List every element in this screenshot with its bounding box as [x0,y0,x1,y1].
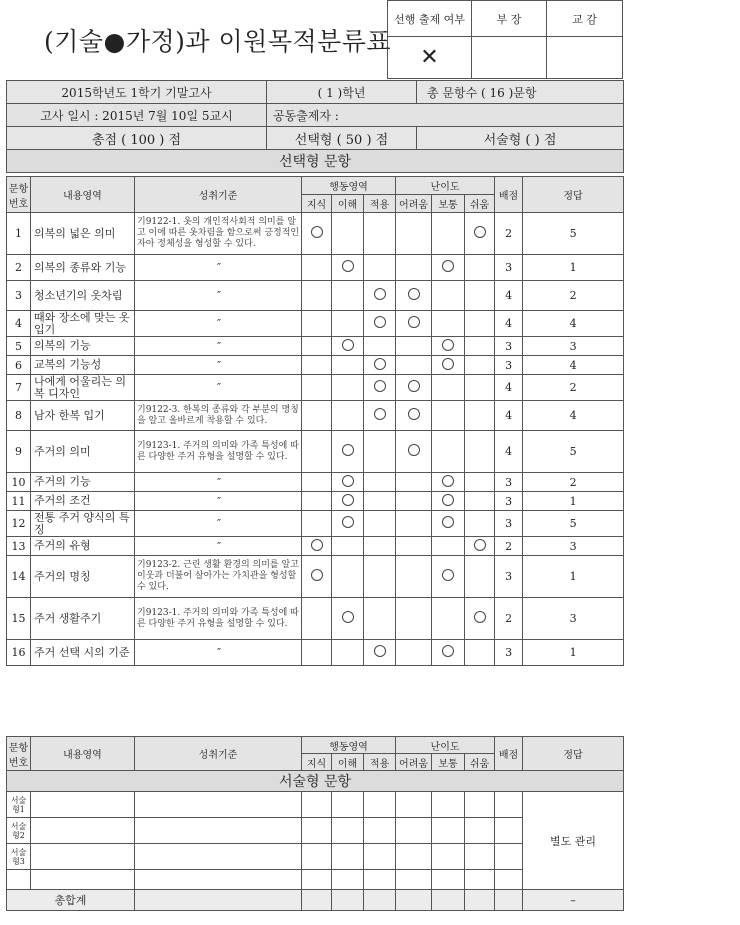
circle-mark-icon [311,569,323,581]
question-area: 남자 한복 입기 [31,401,135,431]
question-points: 4 [495,431,523,473]
behavior-cell [302,356,332,375]
difficulty-cell [396,337,432,356]
difficulty-cell [432,511,465,537]
approval-header-vice: 교 감 [547,1,623,37]
difficulty-cell [432,213,465,255]
question-area: 의복의 기능 [31,337,135,356]
behavior-cell [364,255,396,281]
circle-mark-icon [374,380,386,392]
behavior-cell [332,473,364,492]
total-score: 총점 ( 100 ) 점 [7,127,267,150]
difficulty-cell [396,431,432,473]
circle-mark-icon [342,516,354,528]
behavior-cell [364,537,396,556]
question-num: 3 [7,281,31,311]
question-standard: ″ [135,640,302,666]
difficulty-cell [432,375,465,401]
question-standard: ″ [135,255,302,281]
approval-vice-sign [547,37,623,79]
question-row [7,337,624,356]
behavior-cell [302,213,332,255]
exam-date: 고사 일시 : 2015년 7월 10일 5교시 [7,104,267,127]
question-standard: 기9122-1. 옷의 개인적사회적 의미를 알고 이에 따른 옷차림을 함으로써 긍정적인 자아 정체성을 형성할 수 있다. [135,213,302,255]
question-standard: ″ [135,337,302,356]
essay-table [6,736,624,911]
question-count: 총 문항수 ( 16 )문항 [417,81,624,104]
question-row [7,213,624,255]
question-standard: ″ [135,311,302,337]
essay-header-behavior: 행동영역 [302,737,396,754]
question-standard: ″ [135,537,302,556]
question-answer: 5 [523,511,624,537]
question-answer: 3 [523,337,624,356]
header-application: 적용 [364,195,396,213]
header-understanding: 이해 [332,195,364,213]
difficulty-cell [396,492,432,511]
question-area: 전통 주거 양식의 특징 [31,511,135,537]
question-num: 8 [7,401,31,431]
question-row [7,537,624,556]
behavior-cell [302,473,332,492]
essay-section-title: 서술형 문항 [7,771,624,792]
essay-header-area: 내용영역 [31,737,135,771]
question-row [7,492,624,511]
question-area: 나에게 어울리는 의복 디자인 [31,375,135,401]
behavior-cell [364,473,396,492]
essay-header-medium: 보통 [432,754,465,771]
question-standard: ″ [135,356,302,375]
behavior-cell [364,431,396,473]
essay-score: 서술형 ( ) 점 [417,127,624,150]
mc-table-body [7,213,624,666]
behavior-cell [332,537,364,556]
header-medium: 보통 [432,195,465,213]
question-answer: 4 [523,356,624,375]
behavior-cell [332,255,364,281]
circle-mark-icon [442,516,454,528]
question-points: 3 [495,511,523,537]
question-num: 12 [7,511,31,537]
circle-mark-icon [442,645,454,657]
question-num: 4 [7,311,31,337]
difficulty-cell [396,311,432,337]
circle-mark-icon [342,444,354,456]
document-title: (기술●가정)과 이원목적분류표 [44,27,392,56]
question-points: 4 [495,311,523,337]
essay-header-application: 적용 [364,754,396,771]
question-answer: 1 [523,255,624,281]
behavior-cell [364,640,396,666]
circle-mark-icon [374,288,386,300]
exam-info [6,80,624,173]
circle-mark-icon [374,316,386,328]
essay-row-num: 서술형2 [7,818,31,844]
circle-mark-icon [374,358,386,370]
behavior-cell [302,598,332,640]
question-area: 교복의 기능성 [31,356,135,375]
question-standard: 기9123-1. 주거의 의미와 가족 특성에 따른 다양한 주거 유형을 설명할 수 있다. [135,431,302,473]
question-num: 16 [7,640,31,666]
question-answer: 2 [523,473,624,492]
behavior-cell [302,337,332,356]
behavior-cell [364,556,396,598]
approval-header-prior: 선행 출제 여부 [388,1,472,37]
question-row [7,431,624,473]
difficulty-cell [465,311,495,337]
difficulty-cell [465,473,495,492]
difficulty-cell [465,281,495,311]
question-answer: 4 [523,401,624,431]
question-points: 2 [495,598,523,640]
difficulty-cell [432,473,465,492]
difficulty-cell [465,337,495,356]
behavior-cell [302,281,332,311]
difficulty-cell [465,213,495,255]
difficulty-cell [396,213,432,255]
question-standard: ″ [135,375,302,401]
difficulty-cell [465,356,495,375]
difficulty-cell [465,598,495,640]
question-points: 2 [495,213,523,255]
difficulty-cell [432,431,465,473]
circle-mark-icon [474,226,486,238]
question-answer: 5 [523,213,624,255]
difficulty-cell [432,640,465,666]
essay-header-easy: 쉬움 [465,754,495,771]
difficulty-cell [432,401,465,431]
header-points: 배점 [495,177,523,213]
behavior-cell [364,375,396,401]
behavior-cell [302,431,332,473]
difficulty-cell [465,492,495,511]
question-answer: 1 [523,640,624,666]
question-area: 주거 생활주기 [31,598,135,640]
question-row [7,375,624,401]
behavior-cell [302,255,332,281]
question-num: 10 [7,473,31,492]
question-row [7,473,624,492]
essay-header-answer: 정답 [523,737,624,771]
essay-header-understanding: 이해 [332,754,364,771]
behavior-cell [332,401,364,431]
difficulty-cell [396,401,432,431]
mc-table [6,176,624,666]
essay-header-difficulty: 난이도 [396,737,495,754]
header-hard: 어려움 [396,195,432,213]
difficulty-cell [465,431,495,473]
question-points: 3 [495,255,523,281]
question-points: 3 [495,337,523,356]
behavior-cell [332,281,364,311]
behavior-cell [332,431,364,473]
question-points: 3 [495,556,523,598]
behavior-cell [302,375,332,401]
question-area: 주거의 기능 [31,473,135,492]
essay-row-num: 서술형3 [7,844,31,870]
header-answer: 정답 [523,177,624,213]
question-standard: 기9123-1. 주거의 의미와 가족 특성에 따른 다양한 주거 유형을 설명할 수 있다. [135,598,302,640]
difficulty-cell [465,556,495,598]
question-answer: 1 [523,556,624,598]
circle-mark-icon [442,260,454,272]
question-answer: 3 [523,537,624,556]
circle-mark-icon [374,408,386,420]
question-num: 6 [7,356,31,375]
circle-mark-icon [442,339,454,351]
exam-grade: ( 1 )학년 [267,81,417,104]
question-row [7,401,624,431]
difficulty-cell [432,337,465,356]
behavior-cell [332,556,364,598]
difficulty-cell [465,640,495,666]
question-standard: 기9123-2. 근린 생활 환경의 의미를 알고 이웃과 더불어 살아가는 가치관을 형성할 수 있다. [135,556,302,598]
circle-mark-icon [342,611,354,623]
behavior-cell [332,213,364,255]
question-points: 3 [495,492,523,511]
question-row [7,640,624,666]
question-area: 주거 선택 시의 기준 [31,640,135,666]
question-answer: 2 [523,375,624,401]
total-answer: – [523,890,624,911]
behavior-cell [332,356,364,375]
question-num: 13 [7,537,31,556]
difficulty-cell [432,356,465,375]
approval-head-sign [472,37,547,79]
behavior-cell [364,337,396,356]
difficulty-cell [396,356,432,375]
difficulty-cell [432,311,465,337]
difficulty-cell [396,556,432,598]
behavior-cell [332,375,364,401]
header-easy: 쉬움 [465,195,495,213]
circle-mark-icon [311,539,323,551]
difficulty-cell [396,473,432,492]
question-points: 3 [495,640,523,666]
question-points: 4 [495,281,523,311]
header-area: 내용영역 [31,177,135,213]
behavior-cell [302,556,332,598]
difficulty-cell [396,640,432,666]
question-points: 4 [495,401,523,431]
circle-mark-icon [408,288,420,300]
behavior-cell [302,311,332,337]
behavior-cell [332,640,364,666]
difficulty-cell [432,537,465,556]
mc-section-title: 선택형 문항 [7,150,624,173]
difficulty-cell [432,556,465,598]
difficulty-cell [465,401,495,431]
difficulty-cell [396,255,432,281]
essay-header-num: 문항 번호 [7,737,31,771]
behavior-cell [364,401,396,431]
circle-mark-icon [342,475,354,487]
behavior-cell [332,598,364,640]
question-row [7,311,624,337]
essay-header-points: 배점 [495,737,523,771]
behavior-cell [364,511,396,537]
question-row [7,356,624,375]
question-points: 4 [495,375,523,401]
question-answer: 4 [523,311,624,337]
question-row [7,511,624,537]
question-standard: ″ [135,281,302,311]
question-area: 때와 장소에 맞는 옷 입기 [31,311,135,337]
question-row [7,255,624,281]
essay-header-hard: 어려움 [396,754,432,771]
circle-mark-icon [408,316,420,328]
question-area: 주거의 조건 [31,492,135,511]
difficulty-cell [396,598,432,640]
exam-title: 2015학년도 1학기 기말고사 [7,81,267,104]
essay-answer-note: 별도 관리 [523,792,624,890]
header-difficulty: 난이도 [396,177,495,195]
essay-row-num: 서술형1 [7,792,31,818]
header-knowledge: 지식 [302,195,332,213]
question-area: 의복의 종류와 기능 [31,255,135,281]
question-row [7,281,624,311]
co-author: 공동출제자 : [267,104,624,127]
question-num: 15 [7,598,31,640]
behavior-cell [364,356,396,375]
circle-mark-icon [311,226,323,238]
circle-mark-icon [342,494,354,506]
question-num: 7 [7,375,31,401]
question-standard: ″ [135,492,302,511]
question-answer: 5 [523,431,624,473]
difficulty-cell [465,375,495,401]
question-num: 9 [7,431,31,473]
behavior-cell [302,640,332,666]
header-num: 문항 번호 [7,177,31,213]
circle-mark-icon [474,611,486,623]
circle-mark-icon [442,475,454,487]
question-standard: ″ [135,473,302,492]
difficulty-cell [465,537,495,556]
behavior-cell [302,492,332,511]
circle-mark-icon [374,645,386,657]
question-row [7,556,624,598]
circle-mark-icon [408,380,420,392]
behavior-cell [302,401,332,431]
question-area: 의복의 넓은 의미 [31,213,135,255]
behavior-cell [364,311,396,337]
total-label: 총합계 [7,890,135,911]
difficulty-cell [396,511,432,537]
circle-mark-icon [408,444,420,456]
approval-header-head: 부 장 [472,1,547,37]
difficulty-cell [396,537,432,556]
difficulty-cell [465,511,495,537]
circle-mark-icon [342,339,354,351]
behavior-cell [364,213,396,255]
circle-mark-icon [442,358,454,370]
prior-exam-mark: ✕ [388,37,472,79]
approval-box [387,0,623,79]
header-standard: 성취기준 [135,177,302,213]
difficulty-cell [432,255,465,281]
question-num: 11 [7,492,31,511]
mc-score: 선택형 ( 50 ) 점 [267,127,417,150]
question-num: 2 [7,255,31,281]
question-num: 14 [7,556,31,598]
question-points: 3 [495,473,523,492]
difficulty-cell [432,492,465,511]
question-answer: 2 [523,281,624,311]
behavior-cell [302,537,332,556]
behavior-cell [332,337,364,356]
question-area: 주거의 의미 [31,431,135,473]
behavior-cell [332,492,364,511]
behavior-cell [332,311,364,337]
question-num: 1 [7,213,31,255]
question-standard: ″ [135,511,302,537]
circle-mark-icon [442,494,454,506]
question-points: 3 [495,356,523,375]
essay-header-knowledge: 지식 [302,754,332,771]
difficulty-cell [396,375,432,401]
difficulty-cell [465,255,495,281]
question-area: 주거의 유형 [31,537,135,556]
essay-header-standard: 성취기준 [135,737,302,771]
behavior-cell [332,511,364,537]
question-row [7,598,624,640]
question-num: 5 [7,337,31,356]
behavior-cell [364,281,396,311]
question-standard: 기9122-3. 한복의 종류와 각 부분의 명칭을 알고 올바르게 착용할 수 있다. [135,401,302,431]
header-behavior: 행동영역 [302,177,396,195]
circle-mark-icon [342,260,354,272]
behavior-cell [364,492,396,511]
behavior-cell [364,598,396,640]
circle-mark-icon [442,569,454,581]
circle-mark-icon [474,539,486,551]
difficulty-cell [432,598,465,640]
difficulty-cell [432,281,465,311]
difficulty-cell [396,281,432,311]
question-area: 주거의 명칭 [31,556,135,598]
behavior-cell [302,511,332,537]
question-area: 청소년기의 옷차림 [31,281,135,311]
question-answer: 1 [523,492,624,511]
question-points: 2 [495,537,523,556]
circle-mark-icon [408,408,420,420]
question-answer: 3 [523,598,624,640]
